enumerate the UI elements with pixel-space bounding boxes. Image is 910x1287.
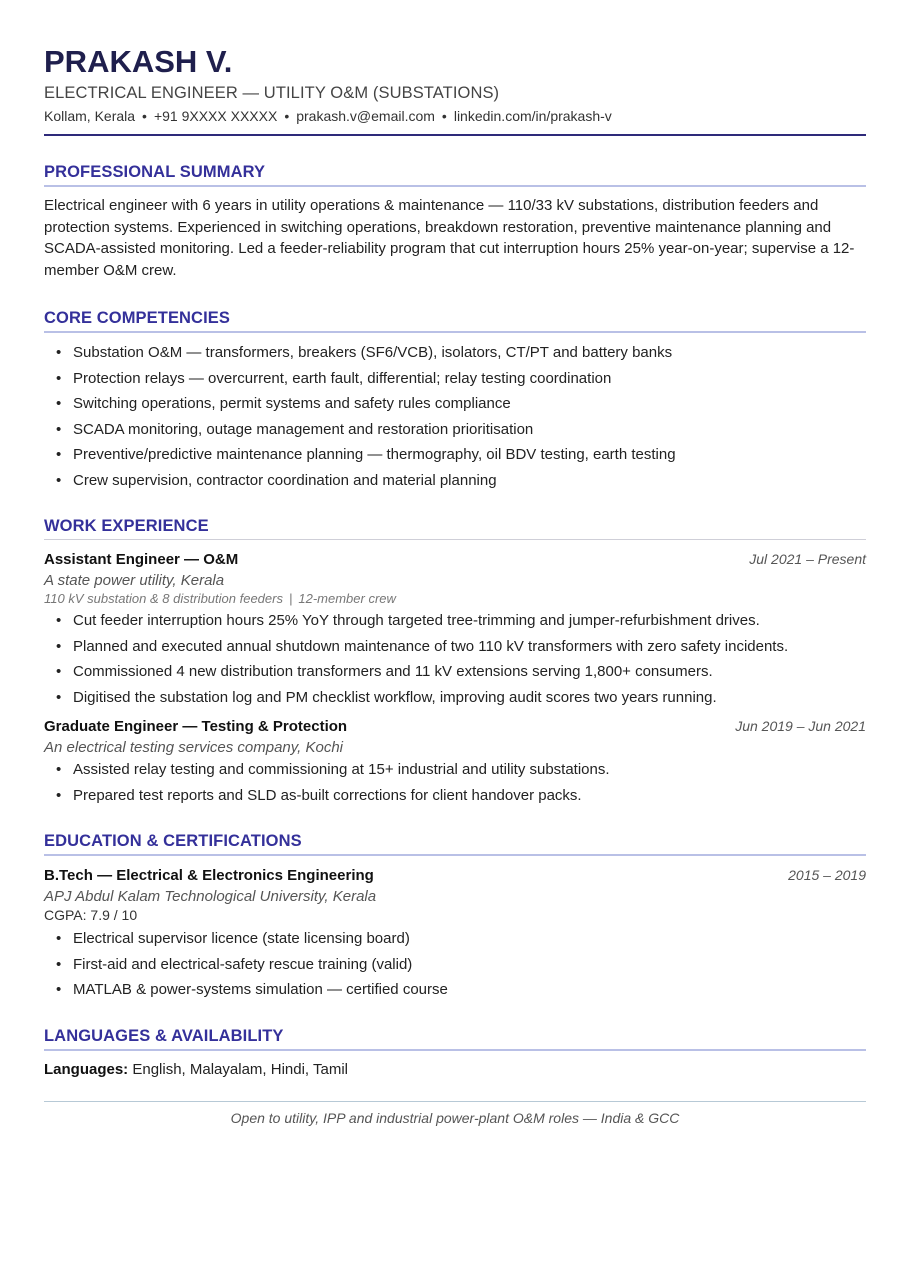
list-item: • Protection relays — overcurrent, earth fault, differential; relay testing coordination (44, 366, 866, 392)
job-header (44, 548, 866, 571)
competencies-section (44, 307, 866, 493)
section-title-education: EDUCATION & CERTIFICATIONS (44, 832, 302, 850)
section-title-summary: PROFESSIONAL SUMMARY (44, 163, 266, 181)
section-title-languages: LANGUAGES & AVAILABILITY (44, 1026, 284, 1045)
list-item: • Commissioned 4 new distribution transformers and 11 kV extensions serving 1,800+ consumers. (44, 659, 866, 685)
contact-separator: • (142, 108, 147, 124)
experience-section (44, 515, 866, 808)
contact-separator: • (284, 108, 290, 124)
section-divider (44, 331, 866, 333)
job-header (44, 715, 866, 738)
list-item: • Cut feeder interruption hours 25% YoY through targeted tree-trimming and jumper-refurbishment drives. (44, 608, 866, 634)
contact-linkedin: linkedin.com/in/prakash-v (453, 108, 612, 124)
section-divider (44, 1049, 866, 1051)
contact-line (44, 106, 866, 126)
job-title: Graduate Engineer — Testing & Protection (44, 718, 348, 735)
job-bullets (44, 757, 866, 808)
job-meta (44, 590, 866, 608)
degree-title: B.Tech — Electrical & Electronics Engineering (44, 867, 374, 884)
job-crew: 12-member crew (298, 591, 396, 606)
competencies-list (44, 340, 866, 493)
section-divider (44, 185, 866, 187)
job-scope: 110 kV substation & 8 distribution feeders (44, 591, 283, 606)
list-item: • Planned and executed annual shutdown maintenance of two 110 kV transformers with zero safety incidents. (44, 634, 866, 660)
section-divider (44, 854, 866, 856)
list-item: • MATLAB & power-systems simulation — certified course (44, 977, 866, 1003)
institution-name: APJ Abdul Kalam Technological University, Kerala (44, 888, 377, 905)
job-dates: Jul 2021 – Present (749, 551, 866, 567)
section-title-competencies: CORE COMPETENCIES (44, 309, 230, 327)
list-item: • SCADA monitoring, outage management and restoration prioritisation (44, 417, 866, 443)
list-item: • Substation O&M — transformers, breakers (SF6/VCB), isolators, CT/PT and battery banks (44, 340, 866, 366)
education-header (44, 864, 866, 887)
certifications-list (44, 926, 866, 1003)
languages-value: English, Malayalam, Hindi, Tamil (132, 1060, 348, 1078)
job-organization: A state power utility, Kerala (44, 572, 225, 589)
job-entry (44, 548, 866, 710)
list-item: • Crew supervision, contractor coordination and material planning (44, 468, 866, 494)
job-entry (44, 715, 866, 808)
contact-email: prakash.v@email.com (296, 108, 435, 124)
header-divider (44, 134, 866, 136)
summary-section (44, 161, 866, 281)
languages-label: Languages: (44, 1060, 129, 1078)
candidate-name: PRAKASH V. (44, 44, 233, 79)
list-item: • Digitised the substation log and PM checklist workflow, improving audit scores two years running. (44, 685, 866, 711)
list-item: • Prepared test reports and SLD as-built corrections for client handover packs. (44, 783, 866, 809)
contact-separator: • (441, 108, 447, 124)
meta-separator: | (288, 591, 293, 606)
grade: CGPA: 7.9 / 10 (44, 907, 138, 923)
list-item: • Electrical supervisor licence (state licensing board) (44, 926, 866, 952)
section-divider (44, 539, 866, 540)
availability-footer: Open to utility, IPP and industrial power-plant O&M roles — India & GCC (230, 1109, 680, 1126)
languages-section (44, 1025, 866, 1081)
education-section (44, 830, 866, 1003)
list-item: • Assisted relay testing and commissioning at 15+ industrial and utility substations. (44, 757, 866, 783)
job-organization: An electrical testing services company, Kochi (44, 739, 344, 756)
job-title: Assistant Engineer — O&M (44, 551, 239, 568)
contact-location: Kollam, Kerala (44, 108, 136, 124)
section-title-experience: WORK EXPERIENCE (44, 517, 209, 535)
summary-text: Electrical engineer with 6 years in utility operations & maintenance — 110/33 kV substations, distribution feeders and protection systems. Experienced in switching operations, breakdown restoration, preventive maintenance planning and SCADA-assisted monitoring. Led a feeder-reliability program that cut interruption hours 25% year-on-year; supervise a 12-member O&M crew. (44, 197, 855, 279)
contact-phone: +91 9XXXX XXXXX (153, 108, 278, 124)
footer-divider (44, 1101, 866, 1102)
education-dates: 2015 – 2019 (788, 867, 866, 883)
languages-line (44, 1059, 866, 1081)
list-item: • Switching operations, permit systems and safety rules compliance (44, 391, 866, 417)
list-item: • First-aid and electrical-safety rescue training (valid) (44, 952, 866, 978)
job-bullets (44, 608, 866, 710)
education-entry (44, 864, 866, 1003)
headline: ELECTRICAL ENGINEER — UTILITY O&M (SUBSTATIONS) (44, 84, 500, 102)
job-dates: Jun 2019 – Jun 2021 (735, 718, 866, 734)
list-item: • Preventive/predictive maintenance planning — thermography, oil BDV testing, earth testing (44, 442, 866, 468)
